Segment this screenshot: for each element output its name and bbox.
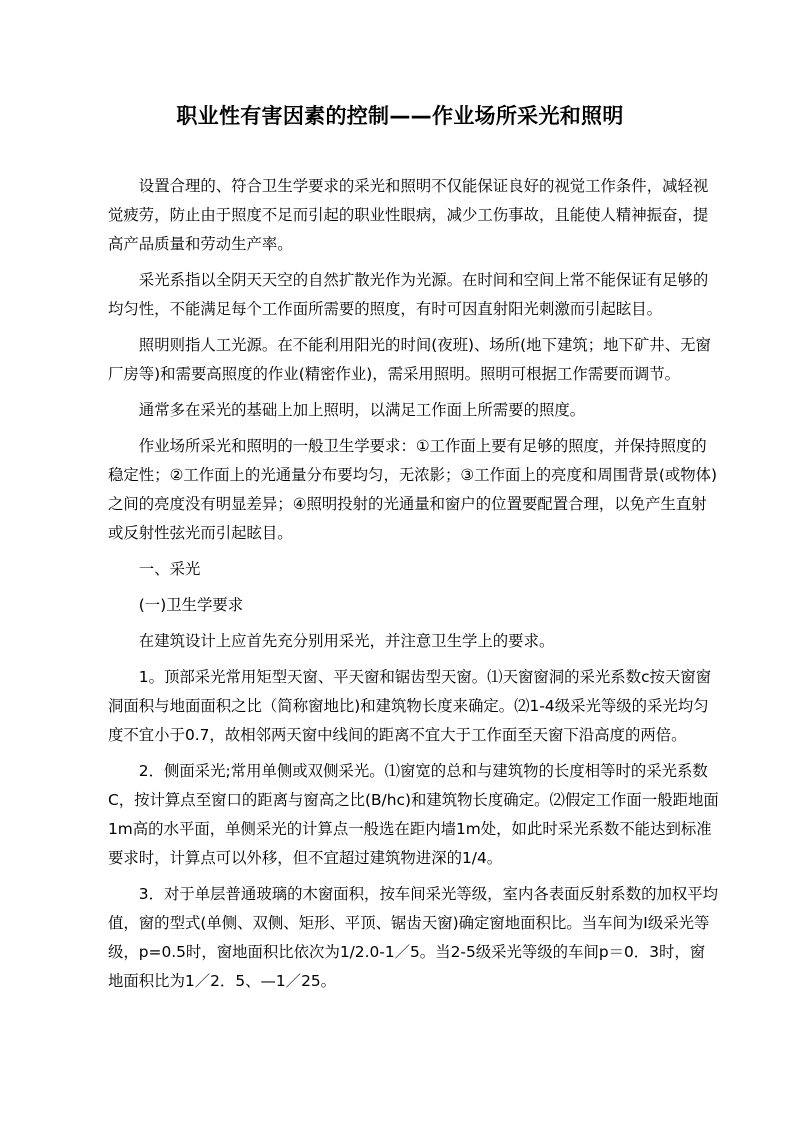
paragraph-combined: 通常多在采光的基础上加上照明，以满足工作面上所需要的照度。 xyxy=(138,401,586,419)
paragraph-building-design: 在建筑设计上应首先充分别用采光，并注意卫生学上的要求。 xyxy=(138,632,555,650)
document-body xyxy=(108,172,720,996)
list-item-window-ratio: 3．对于单层普通玻璃的木窗面积，按车间采光等级，室内各表面反射系数的加权平均值，窗的型式(单侧、双侧、矩形、平顶、锯齿天窗)确定窗地面积比。当车间为Ⅰ级采光等级，p=0.5时，窗地面积比依次为1/2.0-1／5。当2-5级采光等级的车间p＝0．3时，窗地面积比为1／2．5、—1／25。 xyxy=(108,885,719,990)
section-heading-daylighting: 一、采光 xyxy=(138,560,201,578)
paragraph-intro: 设置合理的、符合卫生学要求的采光和照明不仅能保证良好的视觉工作条件，减轻视觉疲劳，防止由于照度不足而引起的职业性眼病，减少工伤事故，且能使人精神振奋，提高产品质量和劳动生产率。 xyxy=(108,177,709,253)
paragraph-artificial-lighting: 照明则指人工光源。在不能利用阳光的时间(夜班)、场所(地下建筑；地下矿井、无窗厂房等)和需要高照度的作业(精密作业)，需采用照明。照明可根据工作需要而调节。 xyxy=(108,336,711,383)
list-item-side-lighting: 2．侧面采光;常用单侧或双侧采光。⑴窗宽的总和与建筑物的长度相等时的采光系数C，按计算点至窗口的距离与窗高之比(B/hc)和建筑物长度确定。⑵假定工作面一般距地面1m高的水平面，单侧采光的计算点一般选在距内墙1m处，如此时采光系数不能达到标准要求时，计算点可以外移，但不宜超过建筑物进深的1/4。 xyxy=(108,762,719,867)
paragraph-general-requirements: 作业场所采光和照明的一般卫生学要求：①工作面上要有足够的照度，并保持照度的稳定性；②工作面上的光通量分布要均匀，无浓影；③工作面上的亮度和周围背景(或物体)之间的亮度没有明显差异；④照明投射的光通量和窗户的位置要配置合理，以免产生直射或反射性弦光而引起眩目。 xyxy=(108,437,718,542)
subsection-heading-hygiene: (一)卫生学要求 xyxy=(138,596,244,614)
document-title: 职业性有害因素的控制——作业场所采光和照明 xyxy=(176,104,624,128)
list-item-top-lighting: 1。顶部采光常用矩型天窗、平天窗和锯齿型天窗。⑴天窗窗洞的采光系数c按天窗窗洞面积与地面面积之比（简称窗地比)和建筑物长度来确定。⑵1-4级采光等级的采光均匀度不宜小于0.7，故相邻两天窗中线间的距离不宜大于工作面至天窗下沿高度的两倍。 xyxy=(108,668,712,744)
paragraph-daylighting-definition: 采光系指以全阴天天空的自然扩散光作为光源。在时间和空间上常不能保证有足够的均匀性，不能满足每个工作面所需要的照度，有时可因直射阳光刺激而引起眩目。 xyxy=(108,271,709,318)
